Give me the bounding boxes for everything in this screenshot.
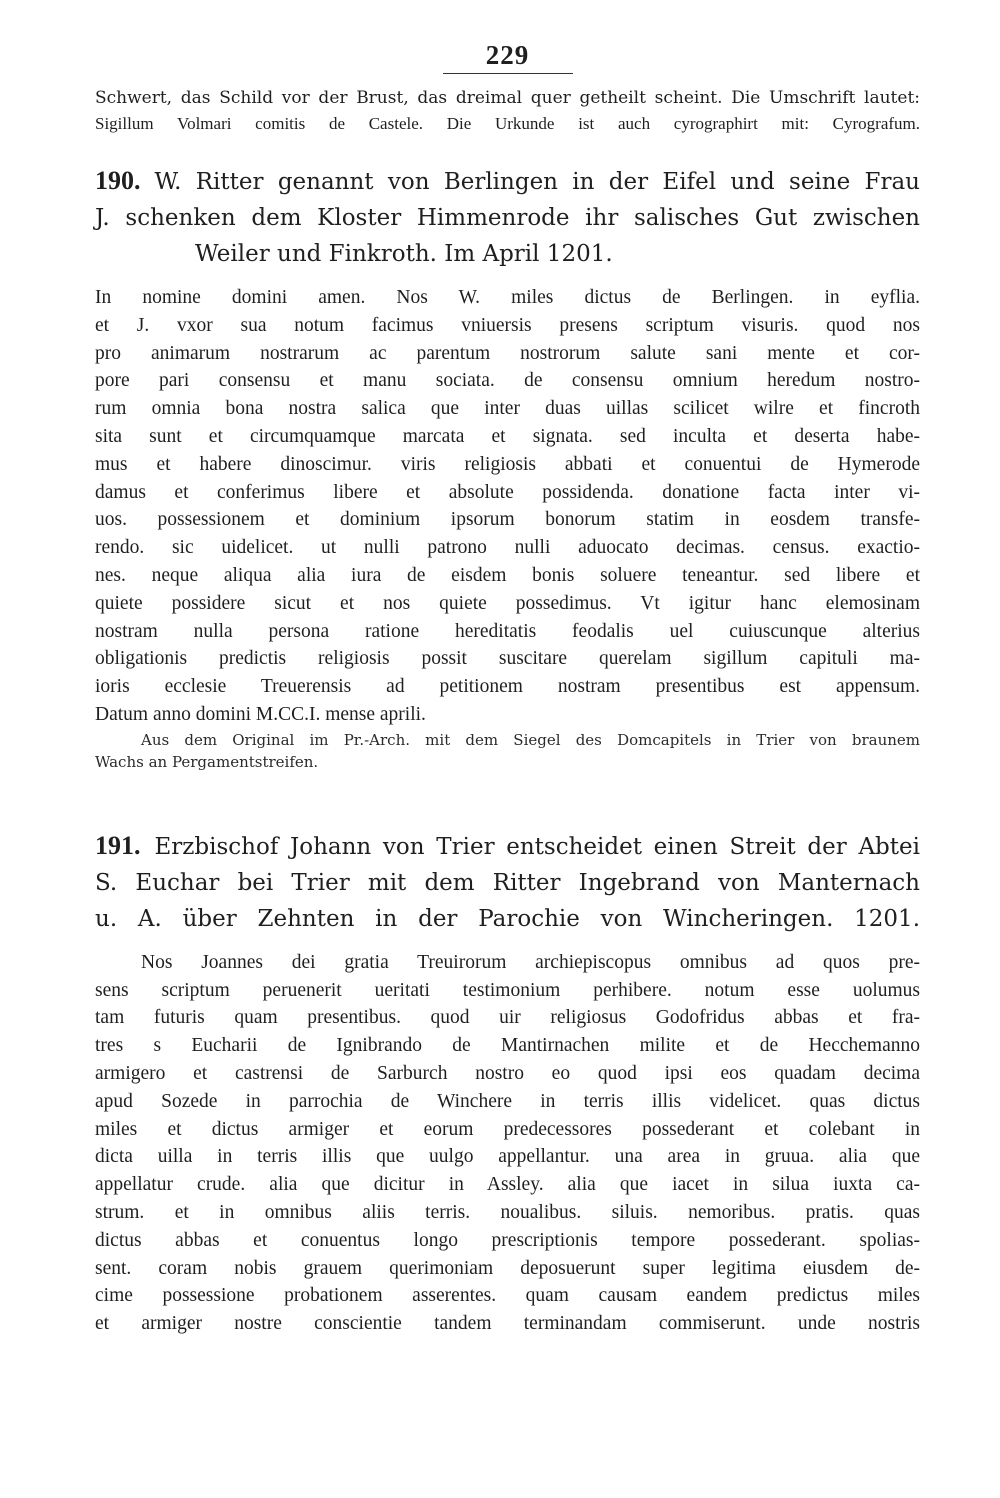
doc-190-body-line: quiete possidere sicut et nos quiete possedimus. Vt igitur hanc elemosinam — [95, 592, 920, 614]
doc-191-body-line: sens scriptum peruenerit ueritati testimonium perhibere. notum esse uolumus — [95, 979, 920, 1001]
doc-190-body — [95, 284, 920, 729]
header-rule — [443, 73, 573, 74]
doc-191-body-line: cime possessione probationem asserentes. quam causam eandem predictus miles — [95, 1285, 920, 1307]
doc-190-number: 190. — [95, 166, 141, 195]
doc-190-title-line: Weiler und Finkroth. Im April 1201. — [195, 241, 613, 267]
doc-190-body-line: obligationis predictis religiosis possit suscitare querelam sigillum capituli ma- — [95, 648, 920, 670]
doc-191-title-line: u. A. über Zehnten in der Parochie von Wincheringen. 1201. — [95, 905, 920, 932]
doc-191-body-line: apud Sozede in parrochia de Winchere in terris illis videlicet. quas dictus — [95, 1090, 920, 1112]
doc-190-body-line: uos. possessionem et dominium ipsorum bonorum statim in eosdem transfe- — [95, 509, 920, 531]
doc-190-title-line: J. schenken dem Kloster Himmenrode ihr salisches Gut zwischen — [95, 205, 920, 231]
doc-190-body-line: mus et habere dinoscimur. viris religiosis abbati et conuentui de Hymerode — [95, 453, 920, 475]
doc-191-body-line: armigero et castrensi de Sarburch nostro eo quod ipsi eos quadam decima — [95, 1062, 920, 1084]
doc-190-body-line: nostram nulla persona ratione hereditatis feodalis uel cuiuscunque alterius — [95, 620, 920, 642]
doc-190-body-line: et J. vxor sua notum facimus vniuersis presens scriptum visuris. quod nos — [95, 314, 920, 336]
intro-line: Schwert, das Schild vor der Brust, das dreimal quer getheilt scheint. Die Umschrift lautet: — [95, 88, 920, 108]
doc-191-body-line: strum. et in omnibus aliis terris. noualibus. siluis. nemoribus. pratis. quas — [95, 1201, 920, 1223]
doc-191-number: 191. — [95, 830, 141, 860]
doc-191-body-line: tam futuris quam presentibus. quod uir religiosus Godofridus abbas et fra- — [95, 1007, 920, 1029]
doc-190-heading-line-1 — [95, 163, 920, 200]
doc-191-body-line: et armiger nostre conscientie tandem terminandam commiserunt. unde nostris — [95, 1313, 920, 1335]
doc-191-body-line: sent. coram nobis grauem querimoniam deposuerunt super legitima eiusdem de- — [95, 1257, 920, 1279]
doc-190-note-line: Wachs an Pergamentstreifen. — [95, 752, 319, 771]
doc-191-body-line: dicta uilla in terris illis que uulgo appellantur. una area in gruua. alia que — [95, 1146, 920, 1168]
doc-190-source-note — [95, 729, 920, 773]
doc-190-body-line: rendo. sic uidelicet. ut nulli patrono nulli aduocato decimas. census. exactio- — [95, 537, 920, 559]
doc-190-body-line: rum omnia bona nostra salica que inter duas uillas scilicet wilre et fincroth — [95, 398, 920, 420]
document-page — [95, 40, 920, 1338]
intro-continuation — [95, 86, 920, 136]
doc-191-body-line: dictus abbas et conuentus longo prescriptionis tempore possederant. spolias- — [95, 1229, 920, 1251]
doc-191-body-line: Nos Joannes dei gratia Treuirorum archiepiscopus omnibus ad quos pre- — [141, 951, 920, 973]
doc-191-heading-line-1 — [95, 828, 920, 865]
intro-line: Sigillum Volmari comitis de Castele. Die Urkunde ist auch cyrographirt mit: Cyrografum. — [95, 114, 920, 133]
doc-190-body-line: ioris ecclesie Treuerensis ad petitionem nostram presentibus est appensum. — [95, 676, 920, 698]
doc-191-title-line: Erzbischof Johann von Trier entscheidet einen Streit der Abtei — [154, 833, 920, 860]
doc-190-title-line: W. Ritter genannt von Berlingen in der Eifel und seine Frau — [154, 169, 920, 195]
doc-191-body-line: appellatur crude. alia que dicitur in Assley. alia que iacet in silua iuxta ca- — [95, 1174, 920, 1196]
doc-191-body-line: miles et dictus armiger et eorum predecessores possederant et colebant in — [95, 1118, 920, 1140]
doc-190-body-line: Datum anno domini M.CC.I. mense aprili. — [95, 703, 426, 725]
doc-190-body-line: damus et conferimus libere et absolute possidenda. donatione facta inter vi- — [95, 481, 920, 503]
doc-191-body — [95, 949, 920, 1338]
doc-190-body-line: pro animarum nostrarum ac parentum nostrorum salute sani mente et cor- — [95, 342, 920, 364]
doc-191-body-line: tres s Eucharii de Ignibrando de Mantirnachen milite et de Hecchemanno — [95, 1035, 920, 1057]
page-number: 229 — [485, 40, 530, 70]
doc-191-title-line: S. Euchar bei Trier mit dem Ritter Ingebrand von Manternach — [95, 869, 920, 896]
doc-190-body-line: nes. neque aliqua alia iura de eisdem bonis soluere teneantur. sed libere et — [95, 564, 920, 586]
document-190 — [95, 163, 920, 773]
doc-190-body-line: sita sunt et circumquamque marcata et signata. sed inculta et deserta habe- — [95, 425, 920, 447]
doc-190-note-line: Aus dem Original im Pr.-Arch. mit dem Siegel des Domcapitels in Trier von braunem — [141, 730, 920, 749]
doc-190-body-line: pore pari consensu et manu sociata. de consensu omnium heredum nostro- — [95, 370, 920, 392]
doc-190-body-line: In nomine domini amen. Nos W. miles dictus de Berlingen. in eyflia. — [95, 287, 920, 308]
document-191 — [95, 828, 920, 1338]
